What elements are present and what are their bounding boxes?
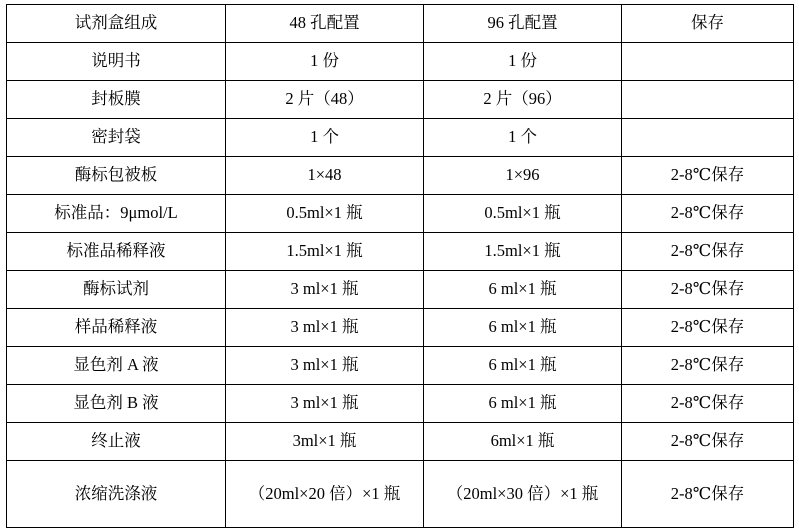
table-row <box>7 271 794 309</box>
cell-storage: 2-8℃保存 <box>622 385 794 423</box>
table-row <box>7 43 794 81</box>
cell-48well: （20ml×20 倍）×1 瓶 <box>226 461 424 528</box>
cell-component-name: 终止液 <box>7 423 226 461</box>
cell-storage: 2-8℃保存 <box>622 195 794 233</box>
cell-48well: 1 个 <box>226 119 424 157</box>
cell-48well: 1.5ml×1 瓶 <box>226 233 424 271</box>
cell-96well: 1.5ml×1 瓶 <box>424 233 622 271</box>
cell-48well: 2 片（48） <box>226 81 424 119</box>
cell-48well: 3 ml×1 瓶 <box>226 385 424 423</box>
cell-48well: 0.5ml×1 瓶 <box>226 195 424 233</box>
cell-96well: （20ml×30 倍）×1 瓶 <box>424 461 622 528</box>
table-row <box>7 423 794 461</box>
table-row <box>7 233 794 271</box>
table-row <box>7 385 794 423</box>
kit-composition-table <box>6 4 794 528</box>
cell-48well: 3 ml×1 瓶 <box>226 309 424 347</box>
cell-96well: 2 片（96） <box>424 81 622 119</box>
cell-component-name: 标准品：9μmol/L <box>7 195 226 233</box>
table-row <box>7 461 794 528</box>
cell-component-name: 酶标试剂 <box>7 271 226 309</box>
cell-96well: 1×96 <box>424 157 622 195</box>
table-row <box>7 119 794 157</box>
cell-96well: 6 ml×1 瓶 <box>424 271 622 309</box>
cell-48well: 3 ml×1 瓶 <box>226 347 424 385</box>
cell-96well: 6ml×1 瓶 <box>424 423 622 461</box>
cell-96well: 6 ml×1 瓶 <box>424 385 622 423</box>
column-header-storage: 保存 <box>622 5 794 43</box>
table-row <box>7 195 794 233</box>
column-header-component: 试剂盒组成 <box>7 5 226 43</box>
cell-storage <box>622 81 794 119</box>
table-row <box>7 157 794 195</box>
cell-96well: 6 ml×1 瓶 <box>424 309 622 347</box>
table-row <box>7 81 794 119</box>
cell-storage: 2-8℃保存 <box>622 461 794 528</box>
cell-storage: 2-8℃保存 <box>622 157 794 195</box>
cell-component-name: 显色剂 B 液 <box>7 385 226 423</box>
cell-component-name: 酶标包被板 <box>7 157 226 195</box>
table-row <box>7 309 794 347</box>
table-header-row <box>7 5 794 43</box>
cell-96well: 1 份 <box>424 43 622 81</box>
cell-storage: 2-8℃保存 <box>622 309 794 347</box>
cell-storage: 2-8℃保存 <box>622 347 794 385</box>
cell-storage: 2-8℃保存 <box>622 423 794 461</box>
cell-component-name: 样品稀释液 <box>7 309 226 347</box>
cell-component-name: 显色剂 A 液 <box>7 347 226 385</box>
cell-storage <box>622 43 794 81</box>
column-header-96well: 96 孔配置 <box>424 5 622 43</box>
cell-component-name: 密封袋 <box>7 119 226 157</box>
cell-96well: 0.5ml×1 瓶 <box>424 195 622 233</box>
cell-component-name: 浓缩洗涤液 <box>7 461 226 528</box>
cell-component-name: 说明书 <box>7 43 226 81</box>
cell-component-name: 标准品稀释液 <box>7 233 226 271</box>
cell-storage: 2-8℃保存 <box>622 271 794 309</box>
cell-storage: 2-8℃保存 <box>622 233 794 271</box>
cell-48well: 1×48 <box>226 157 424 195</box>
cell-storage <box>622 119 794 157</box>
cell-48well: 3ml×1 瓶 <box>226 423 424 461</box>
table-row <box>7 347 794 385</box>
cell-96well: 1 个 <box>424 119 622 157</box>
cell-48well: 1 份 <box>226 43 424 81</box>
cell-48well: 3 ml×1 瓶 <box>226 271 424 309</box>
cell-96well: 6 ml×1 瓶 <box>424 347 622 385</box>
cell-component-name: 封板膜 <box>7 81 226 119</box>
column-header-48well: 48 孔配置 <box>226 5 424 43</box>
